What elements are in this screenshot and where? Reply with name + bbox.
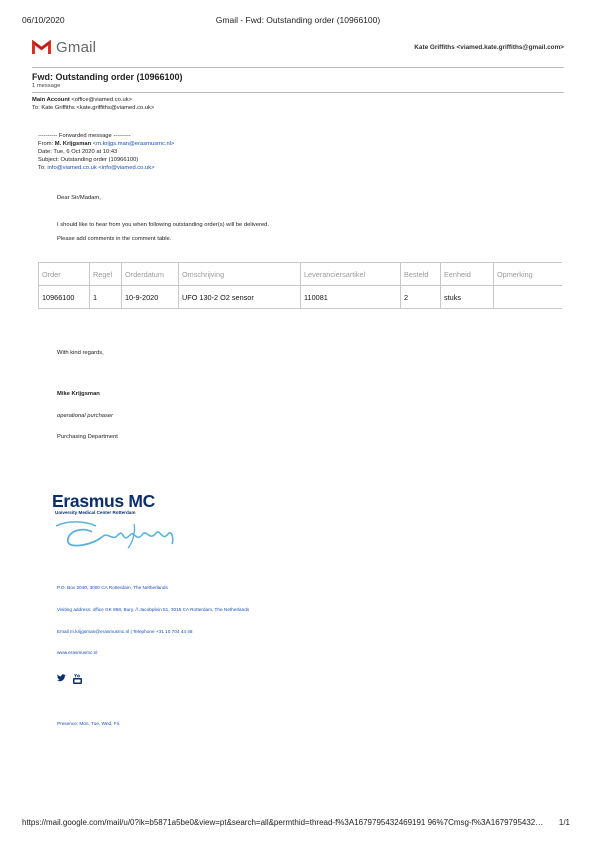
closing: With kind regards, (57, 350, 104, 356)
signature-department: Purchasing Department (57, 434, 118, 440)
cell-eenheid: stuks (441, 286, 494, 309)
order-table (38, 262, 562, 309)
forward-to-label: To: (38, 165, 48, 171)
cell-omschrijving: UFO 130-2 O2 sensor (179, 286, 301, 309)
col-opmerking: Opmerking (494, 263, 563, 286)
erasmus-signature-icon (52, 518, 182, 550)
signature-presence: Presence: Mon, Tue, Wed, Fri. (57, 721, 121, 726)
cell-regel: 1 (90, 286, 122, 309)
gmail-envelope-icon (32, 40, 51, 55)
forward-from (38, 141, 174, 147)
logo-wordmark: Erasmus MC (52, 491, 156, 511)
print-title: Gmail - Fwd: Outstanding order (10966100) (215, 15, 381, 25)
forward-from-name: M. Krijgsman (54, 141, 92, 147)
account-email: Kate Griffiths <viamed.kate.griffiths@gmail.com> (414, 44, 564, 51)
twitter-icon[interactable] (57, 674, 66, 682)
forward-to (38, 165, 155, 171)
forward-from-label: From: (38, 141, 55, 147)
sender-email: <office@viamed.co.uk> (71, 97, 132, 103)
col-leveranciersartikel: Leveranciersartikel (301, 263, 401, 286)
youtube-icon[interactable] (73, 674, 82, 684)
col-orderdatum: Orderdatum (122, 263, 179, 286)
forward-date: Date: Tue, 6 Oct 2020 at 10:43 (38, 149, 118, 155)
forward-to-email-bracket[interactable]: <info@viamed.co.uk> (98, 165, 155, 171)
signature-role: operational purchaser (57, 413, 114, 419)
greeting: Dear Sir/Madam, (57, 195, 101, 201)
forward-from-email[interactable]: <m.krijgs.man@erasmusmc.nl> (92, 141, 175, 147)
print-url: https://mail.google.com/mail/u/0?ik=b5871a5be0&view=pt&search=all&permthid=thread-f%3A1679795432469191 96%7Cmsg-f%3A1679795432… (22, 818, 544, 827)
cell-opmerking (494, 286, 563, 309)
page-number: 1/1 (558, 818, 570, 827)
message-count: 1 message (32, 83, 61, 89)
order-table-header (39, 263, 563, 286)
cell-orderdatum: 10-9-2020 (122, 286, 179, 309)
signature-visiting-address: Visiting address: office GK 858, Bury, // Jacobplein 51, 3015 CA Rotterdam, The Netherlands (57, 607, 250, 612)
col-order: Order (39, 263, 90, 286)
table-row (39, 286, 563, 309)
body-line-1: I should like to hear from you when following outstanding order(s) will be delivered. (57, 222, 270, 228)
print-date: 06/10/2020 (22, 15, 65, 25)
forward-to-email[interactable]: info@viamed.co.uk (47, 165, 97, 171)
col-regel: Regel (90, 263, 122, 286)
signature-contact[interactable]: Email m.krijgsman@erasmusmc.nl | Telephone +31 10 704 44 48 (57, 629, 193, 634)
header-divider (32, 67, 564, 68)
col-besteld: Besteld (401, 263, 441, 286)
sender-name: Main Account (32, 97, 70, 103)
body-line-2: Please add comments in the comment table. (57, 236, 172, 242)
logo-subtitle: University Medical Center Rotterdam (55, 510, 136, 515)
col-omschrijving: Omschrijving (179, 263, 301, 286)
col-eenheid: Eenheid (441, 263, 494, 286)
forward-separator: ---------- Forwarded message --------- (38, 133, 131, 139)
message-from (32, 97, 132, 103)
forward-subject: Subject: Outstanding order (10966100) (38, 157, 139, 163)
erasmus-mc-logo (52, 492, 182, 550)
gmail-logo-text: Gmail (56, 39, 97, 56)
signature-name: Mike Krijgsman (57, 391, 100, 397)
cell-besteld: 2 (401, 286, 441, 309)
signature-po-box: P.O. Box 2040, 3000 CA Rotterdam, The Netherlands (57, 585, 168, 590)
message-to: To: Kate Griffiths <kate.griffiths@viamed.co.uk> (32, 105, 155, 111)
thread-divider (32, 92, 564, 93)
thread-subject: Fwd: Outstanding order (10966100) (32, 72, 183, 82)
cell-order: 10966100 (39, 286, 90, 309)
cell-leveranciersartikel: 110081 (301, 286, 401, 309)
signature-website[interactable]: www.erasmusmc.nl (57, 650, 98, 655)
social-icons (57, 674, 82, 684)
gmail-logo (32, 39, 96, 56)
